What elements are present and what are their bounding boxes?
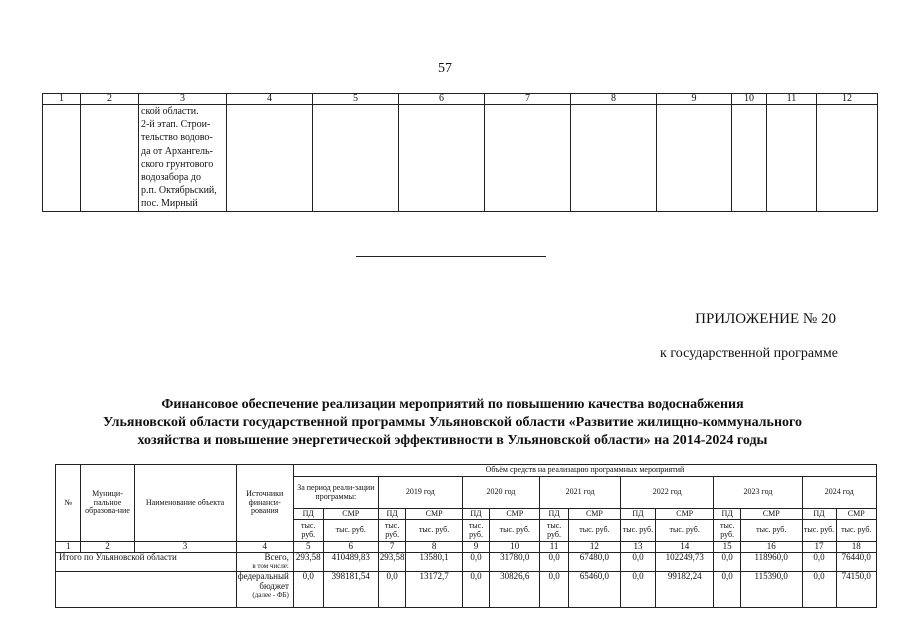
value-cell: 0,0 [802, 552, 836, 571]
col-number: 16 [740, 542, 802, 553]
col-number: 14 [655, 542, 713, 553]
value-cell: 0,0 [462, 571, 490, 607]
continuation-header-row [43, 94, 878, 105]
value-cell: 118960,0 [740, 552, 802, 571]
header-year: 2023 год [714, 477, 802, 509]
value-cell: 0,0 [714, 571, 741, 607]
funding-source: Всего, в том числе: [236, 552, 293, 571]
header-pd: ПД [378, 509, 406, 520]
page-number: 57 [438, 61, 452, 76]
value-cell: 0,0 [540, 571, 569, 607]
value-cell: 0,0 [620, 552, 655, 571]
header-row [56, 465, 877, 477]
table-row-federal [56, 571, 877, 607]
col-number: 12 [568, 542, 620, 553]
financing-table [55, 464, 877, 608]
title-line: Ульяновской области государственной программы Ульяновской области «Развитие жилищно-коммунального [102, 415, 803, 430]
header-object-name: Наименование объекта [134, 465, 236, 542]
header-pd: ПД [620, 509, 655, 520]
header-unit: тыс. руб. [620, 520, 655, 542]
continuation-table [42, 93, 878, 212]
header-no: № [56, 465, 81, 542]
appendix-subtitle: к государственной программе [660, 346, 838, 361]
header-unit: тыс. руб. [378, 520, 406, 542]
title-line: Финансовое обеспечение реализации мероприятий по повышению качества водоснабжения [161, 397, 744, 412]
col-number: 1 [43, 94, 81, 105]
col-number: 9 [462, 542, 490, 553]
col-number: 5 [293, 542, 323, 553]
value-cell: 0,0 [540, 552, 569, 571]
value-cell: 76440,0 [836, 552, 876, 571]
title-line: хозяйства и повышение энергетической эффективности в Ульяновской области» на 2014-2024 годы [137, 433, 768, 448]
value-cell: 67480,0 [568, 552, 620, 571]
col-number: 2 [81, 94, 139, 105]
value-cell: 293,58 [378, 552, 406, 571]
col-number: 8 [406, 542, 462, 553]
value-cell: 115390,0 [740, 571, 802, 607]
header-smr: СМР [655, 509, 713, 520]
header-smr: СМР [836, 509, 876, 520]
header-year: 2019 год [378, 477, 462, 509]
col-number: 11 [767, 94, 817, 105]
col-number: 2 [81, 542, 134, 553]
header-unit: тыс. руб. [406, 520, 462, 542]
col-number: 18 [836, 542, 876, 553]
col-number: 4 [236, 542, 293, 553]
header-unit: тыс. руб. [802, 520, 836, 542]
col-number: 3 [139, 94, 227, 105]
header-municipality: Муници-пальное образова-ние [81, 465, 134, 542]
value-cell: 398181,54 [323, 571, 378, 607]
col-number: 7 [378, 542, 406, 553]
header-smr: СМР [740, 509, 802, 520]
col-number: 13 [620, 542, 655, 553]
column-number-row [56, 542, 877, 553]
value-cell: 74150,0 [836, 571, 876, 607]
col-number: 5 [313, 94, 399, 105]
value-cell: 0,0 [293, 571, 323, 607]
col-number: 11 [540, 542, 569, 553]
col-number: 1 [56, 542, 81, 553]
value-cell: 293,58 [293, 552, 323, 571]
col-number: 17 [802, 542, 836, 553]
header-funding-volume: Объём средств на реализацию программных мероприятий [293, 465, 876, 477]
value-cell: 0,0 [378, 571, 406, 607]
value-cell: 0,0 [714, 552, 741, 571]
header-pd: ПД [714, 509, 741, 520]
value-cell: 0,0 [462, 552, 490, 571]
header-year: 2021 год [540, 477, 621, 509]
col-number: 7 [485, 94, 571, 105]
col-number: 4 [227, 94, 313, 105]
header-unit: тыс. руб. [655, 520, 713, 542]
header-unit: тыс. руб. [293, 520, 323, 542]
col-number: 6 [399, 94, 485, 105]
value-cell: 31780,0 [490, 552, 540, 571]
col-number: 3 [134, 542, 236, 553]
row-label [56, 571, 237, 607]
value-cell: 0,0 [802, 571, 836, 607]
header-unit: тыс. руб. [323, 520, 378, 542]
value-cell: 0,0 [620, 571, 655, 607]
col-number: 9 [657, 94, 732, 105]
header-pd: ПД [802, 509, 836, 520]
header-smr: СМР [323, 509, 378, 520]
value-cell: 13580,1 [406, 552, 462, 571]
value-cell: 102249,73 [655, 552, 713, 571]
header-smr: СМР [406, 509, 462, 520]
col-number: 6 [323, 542, 378, 553]
table-row-total [56, 552, 877, 571]
header-pd: ПД [462, 509, 490, 520]
header-year: 2022 год [620, 477, 713, 509]
header-unit: тыс. руб. [568, 520, 620, 542]
continuation-body-row [43, 105, 878, 212]
header-total-period: За период реали-зации программы: [293, 477, 378, 509]
header-year: 2020 год [462, 477, 540, 509]
header-smr: СМР [490, 509, 540, 520]
col-number: 15 [714, 542, 741, 553]
header-smr: СМР [568, 509, 620, 520]
header-unit: тыс. руб. [714, 520, 741, 542]
header-pd: ПД [540, 509, 569, 520]
value-cell: 30826,6 [490, 571, 540, 607]
header-unit: тыс. руб. [540, 520, 569, 542]
header-year: 2024 год [802, 477, 876, 509]
header-unit: тыс. руб. [490, 520, 540, 542]
value-cell: 65460,0 [568, 571, 620, 607]
col-number: 12 [817, 94, 878, 105]
appendix-label: ПРИЛОЖЕНИЕ № 20 [695, 311, 836, 327]
document-title [0, 396, 905, 450]
col-number: 10 [732, 94, 767, 105]
header-funding-source: Источники финанси-рования [236, 465, 293, 542]
col-number: 8 [571, 94, 657, 105]
header-unit: тыс. руб. [462, 520, 490, 542]
value-cell: 99182,24 [655, 571, 713, 607]
row-label: Итого по Ульяновской области [56, 552, 237, 571]
header-unit: тыс. руб. [836, 520, 876, 542]
value-cell: 13172,7 [406, 571, 462, 607]
object-description: ской области. 2-й этап. Строи- тельство водово- да от Архангель- ского грунтового водозабора до р.п. Октябрьский, пос. Мирный [139, 105, 227, 212]
header-pd: ПД [293, 509, 323, 520]
separator-line [356, 256, 546, 257]
value-cell: 410489,83 [323, 552, 378, 571]
header-unit: тыс. руб. [740, 520, 802, 542]
col-number: 10 [490, 542, 540, 553]
funding-source: федеральный бюджет (далее - ФБ) [236, 571, 293, 607]
